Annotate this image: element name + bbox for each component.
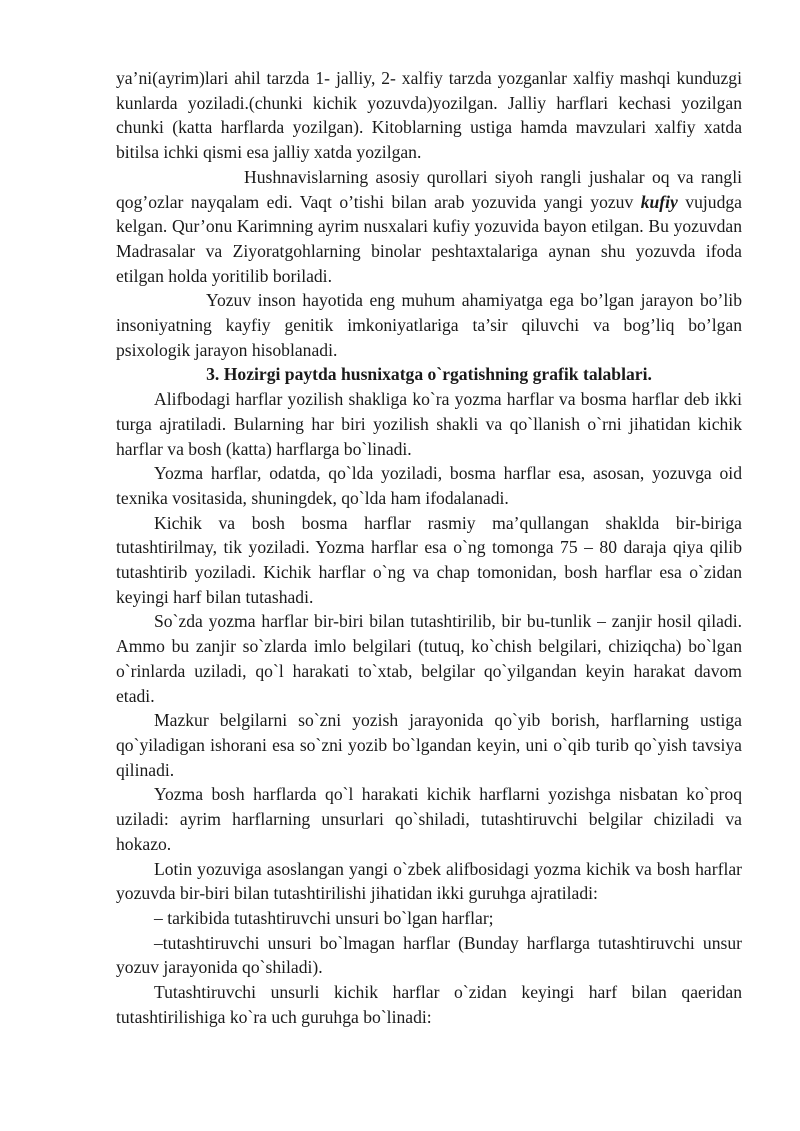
list-item-1: – tarkibida tutashtiruvchi unsuri bo`lgan harflar; bbox=[154, 907, 494, 928]
paragraph-7: So`zda yozma harflar bir-biri bilan tutashtirilib, bir bu-tunlik – zanjir hosil qiladi. Ammo bu zanjir so`zlarda imlo belgilari (tutuq, ko`chish belgilari, chiziqcha) bo`lgan o`rinlarda uziladi, qo`l harakati to`xtab, belgilar qo`yilgandan keyin harakat davom etadi. bbox=[116, 611, 742, 706]
paragraph-9: Yozma bosh harflarda qo`l harakati kichik harflarni yozishga nisbatan ko`proq uziladi: ayrim harflarning unsurlari qo`shiladi, tutashtiruvchi belgilar chiziladi va hokazo. bbox=[116, 784, 742, 854]
paragraph-2 bbox=[116, 165, 742, 289]
paragraph-5: Yozma harflar, odatda, qo`lda yoziladi, bosma harflar esa, asosan, yozuvga oid texnika vositasida, shuningdek, qo`lda ham ifodalanadi. bbox=[116, 463, 742, 508]
paragraph-2-text-b: vujudga kelgan. Qur’onu Karimning ayrim nusxalari kufiy yozuvida bayon etilgan. Bu yozuvdan Madrasalar va Ziyoratgohlarning binolar peshtaxtalariga aynan shu yozuvda ifoda etilgan holda yoritilib boriladi. bbox=[116, 191, 742, 286]
list-item-2: –tutashtiruvchi unsuri bo`lmagan harflar (Bunday harflarga tutashtiruvchi unsur yozuv jarayonida qo`shiladi). bbox=[116, 932, 742, 978]
paragraph-4: Alifbodagi harflar yozilish shakliga ko`ra yozma harflar va bosma harflar deb ikki turga ajratiladi. Bularning har biri yozilish shakli va qo`llanish o`rni jihatidan kichik harflar va bosh (katta) harflarga bo`linadi. bbox=[116, 389, 742, 459]
paragraph-6: Kichik va bosh bosma harflar rasmiy ma’qullangan shaklda bir-biriga tutashtirilmay, tik yoziladi. Yozma harflar esa o`ng tomonga 75 – 80 daraja qiya qilib tutashtirib yoziladi. Kichik harflar o`ng va chap tomonidan, bosh harflar esa o`zidan keyingi harf bilan tutashadi. bbox=[116, 512, 742, 607]
paragraph-13: Tutashtiruvchi unsurli kichik harflar o`zidan keyingi harf bilan qaeridan tutashtirilishiga ko`ra uch guruhga bo`linadi: bbox=[116, 982, 742, 1027]
paragraph-2-text-a: Hushnavislarning asosiy qurollari siyoh rangli jushalar oq va rangli qog’ozlar nayqalam edi. Vaqt o’tishi bilan arab yozuvida yangi yozuv bbox=[116, 166, 742, 212]
kufiy-emphasis: kufiy bbox=[640, 191, 678, 212]
paragraph-10: Lotin yozuviga asoslangan yangi o`zbek alifbosidagi yozma kichik va bosh harflar yozuvda bir-biri bilan tutashtirilishi jihatidan ikki guruhga ajratiladi: bbox=[116, 858, 742, 904]
paragraph-1: ya’ni(ayrim)lari ahil tarzda 1- jalliy, 2- xalfiy tarzda yozganlar xalfiy mashqi kunduzgi kunlarda yoziladi.(chunki kichik yozuvda)yozilgan. Jalliy harflari kechasi yozilgan chunki (katta harflarda yozilgan). Kitoblarning ustiga hamda mavzulari xalfiy xatda bitilsa ichki qismi esa jalliy xatda yozilgan. bbox=[116, 68, 742, 163]
paragraph-8: Mazkur belgilarni so`zni yozish jarayonida qo`yib borish, harflarning ustiga qo`yiladigan ishorani esa so`zni yozib bo`lgandan keyin, uni o`qib turib qo`yish tavsiya qilinadi. bbox=[116, 710, 742, 780]
document-page bbox=[116, 66, 742, 1029]
paragraph-3: Yozuv inson hayotida eng muhum ahamiyatga ega bo’lgan jarayon bo’lib insoniyatning kayfiy genitik imkoniyatlariga ta’sir qiluvchi va bog’liq bo’lgan psixologik jarayon hisoblanadi. bbox=[116, 290, 742, 360]
section-heading: 3. Hozirgi paytda husnixatga o`rgatishning grafik talablari. bbox=[206, 364, 652, 385]
